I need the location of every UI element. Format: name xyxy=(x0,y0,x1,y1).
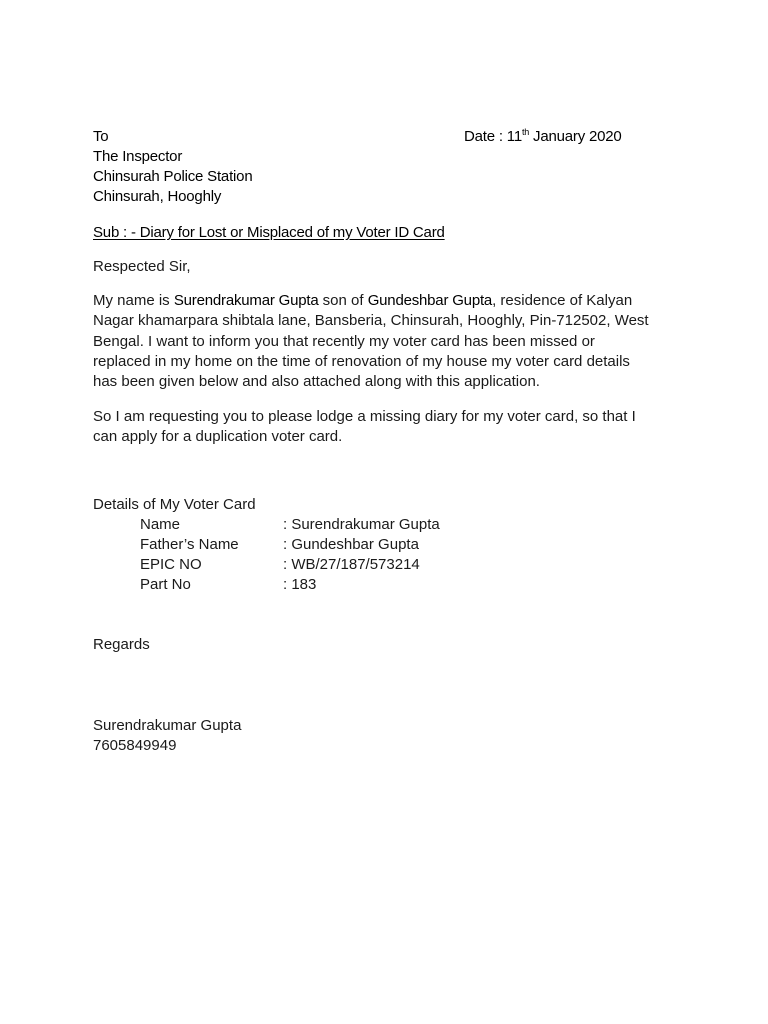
details-value: : 183 xyxy=(283,576,317,593)
paragraph-1-line-3: Bengal. I want to inform you that recently my voter card has been missed or xyxy=(93,332,595,350)
paragraph-1-line-5: has been given below and also attached along with this application. xyxy=(93,373,540,391)
letter-subject: Sub : - Diary for Lost or Misplaced of my Voter ID Card xyxy=(93,224,445,241)
details-value: : WB/27/187/573214 xyxy=(283,556,420,573)
details-value: : Surendrakumar Gupta xyxy=(283,516,440,533)
closing-regards: Regards xyxy=(93,636,150,653)
details-heading: Details of My Voter Card xyxy=(93,496,256,513)
details-row-father-name xyxy=(140,535,440,555)
paragraph-2-line-2: can apply for a duplication voter card. xyxy=(93,428,343,446)
details-row-epic-no xyxy=(140,555,440,575)
paragraph-1-intro: My name is xyxy=(93,292,174,309)
addressee-block xyxy=(93,127,252,207)
details-label: EPIC NO xyxy=(140,556,202,573)
addressee-line-1: The Inspector xyxy=(93,148,183,165)
details-label: Father’s Name xyxy=(140,536,239,553)
father-name: Gundeshbar Gupta xyxy=(367,292,493,309)
paragraph-1-residence: , residence of Kalyan xyxy=(492,292,633,309)
date-rest: January 2020 xyxy=(529,128,622,145)
applicant-name: Surendrakumar Gupta xyxy=(173,292,319,309)
date-prefix: Date : 11 xyxy=(464,128,522,145)
date-ordinal-suffix: th xyxy=(521,127,530,137)
paragraph-1-line-2: Nagar khamarpara shibtala lane, Bansberia, Chinsurah, Hooghly, Pin-712502, West xyxy=(93,312,649,330)
paragraph-2-line-1: So I am requesting you to please lodge a missing diary for my voter card, so that I xyxy=(93,408,636,425)
addressee-to: To xyxy=(93,128,109,145)
details-row-part-no xyxy=(140,575,440,595)
addressee-line-2: Chinsurah Police Station xyxy=(93,168,253,185)
paragraph-1-line-4: replaced in my home on the time of renovation of my house my voter card details xyxy=(93,352,630,370)
salutation: Respected Sir, xyxy=(93,258,191,275)
details-label: Name xyxy=(140,516,181,533)
voter-details-table xyxy=(140,515,440,595)
addressee-line-3: Chinsurah, Hooghly xyxy=(93,188,222,205)
details-row-name xyxy=(140,515,440,535)
details-value: : Gundeshbar Gupta xyxy=(283,536,419,553)
body-paragraph-1 xyxy=(93,291,683,392)
paragraph-1-son-of: son of xyxy=(318,292,368,309)
details-label: Part No xyxy=(140,576,191,593)
body-paragraph-2 xyxy=(93,407,683,448)
letter-date xyxy=(464,127,622,147)
signature-name: Surendrakumar Gupta xyxy=(93,717,242,734)
paragraph-1-line-1 xyxy=(93,291,683,311)
signature-phone: 7605849949 xyxy=(93,737,177,754)
